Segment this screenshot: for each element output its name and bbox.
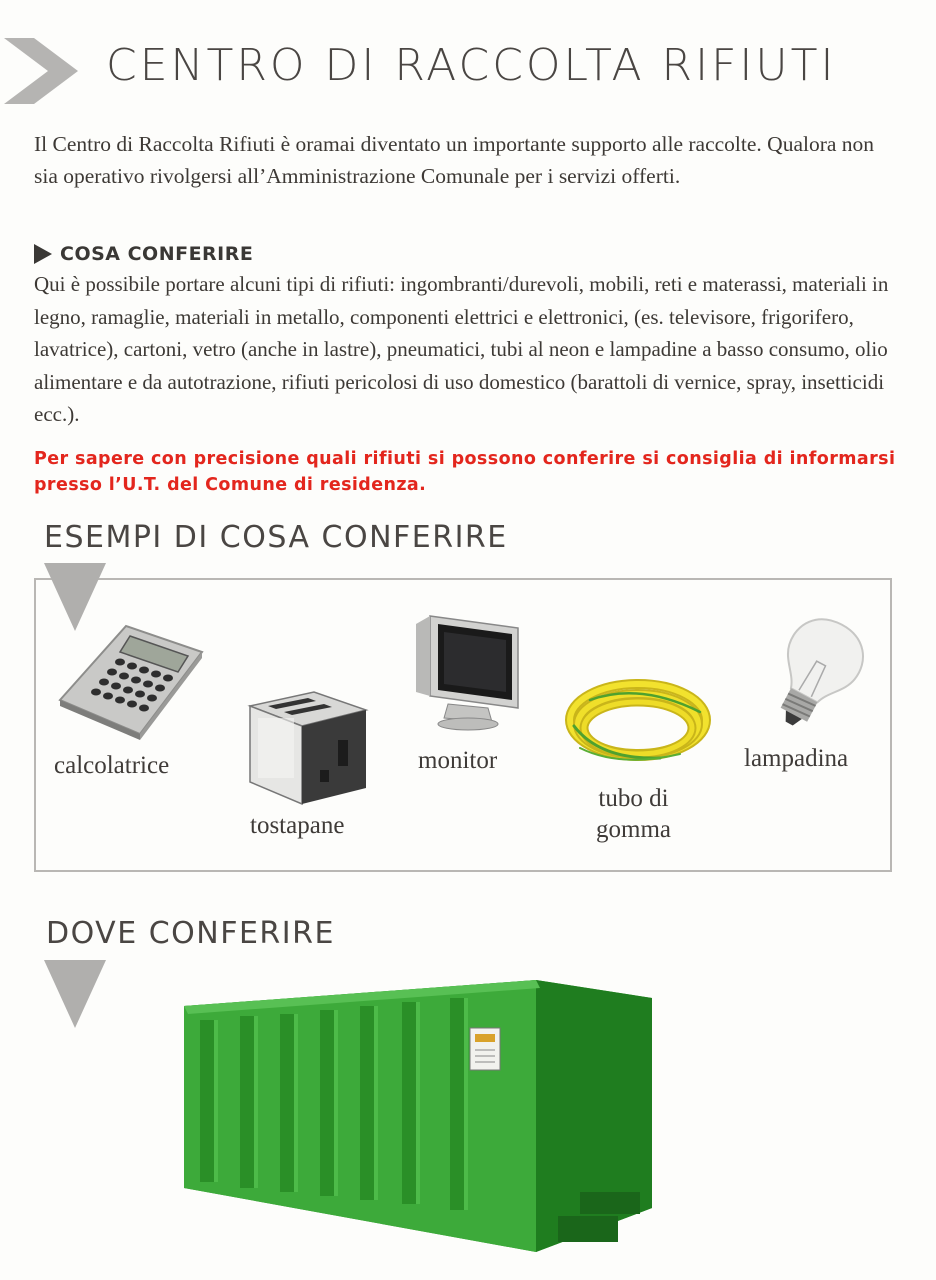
examples-title: ESEMPI DI COSA CONFERIRE [44, 520, 508, 555]
triangle-down-icon [44, 960, 106, 1028]
lightbulb-icon [764, 612, 866, 738]
item-label-lampadina: lampadina [744, 745, 849, 772]
hose-icon [560, 670, 716, 776]
page-title: CENTRO DI RACCOLTA RIFIUTI [106, 40, 837, 91]
section-heading-label: COSA CONFERIRE [60, 243, 254, 265]
note-paragraph: Per sapere con precisione quali rifiuti si possono conferire si consiglia di informarsi presso l’U.T. del Comune di residenza. [34, 449, 896, 495]
item-label-line1: tubo di [598, 785, 669, 812]
intro-paragraph: Il Centro di Raccolta Rifiuti è oramai diventato un importante supporto alle raccolte. Qualora non sia operativo rivolgersi all’Amministrazione Comunale per i servizi offerti. [34, 132, 875, 188]
calculator-icon [56, 622, 206, 742]
item-label-calcolatrice: calcolatrice [54, 752, 170, 779]
monitor-icon [414, 612, 526, 734]
triangle-down-icon [44, 563, 106, 631]
item-label-tostapane: tostapane [250, 812, 345, 839]
triangle-right-icon [34, 244, 52, 264]
where-title: DOVE CONFERIRE [46, 916, 335, 951]
item-label-monitor: monitor [418, 747, 498, 774]
body-paragraph: Qui è possibile portare alcuni tipi di rifiuti: ingombranti/durevoli, mobili, reti e materassi, materiali in legno, ramaglie, materiali in metallo, componenti elettrici e elettronici, (es. televisore, frigorifero, lavatrice), cartoni, vetro (anche in lastre), pneumatici, tubi al neon e lampadine a basso consumo, olio alimentare e da autotrazione, rifiuti pericolosi di uso domestico (barattoli di vernice, spray, insetticidi ecc.). [34, 272, 889, 426]
item-label-tubo-di-gomma [596, 783, 671, 845]
waste-container-icon [180, 976, 656, 1262]
chevron-icon [4, 38, 78, 104]
item-label-line2: gomma [596, 816, 671, 843]
section-heading [34, 241, 253, 267]
toaster-icon [244, 688, 374, 812]
